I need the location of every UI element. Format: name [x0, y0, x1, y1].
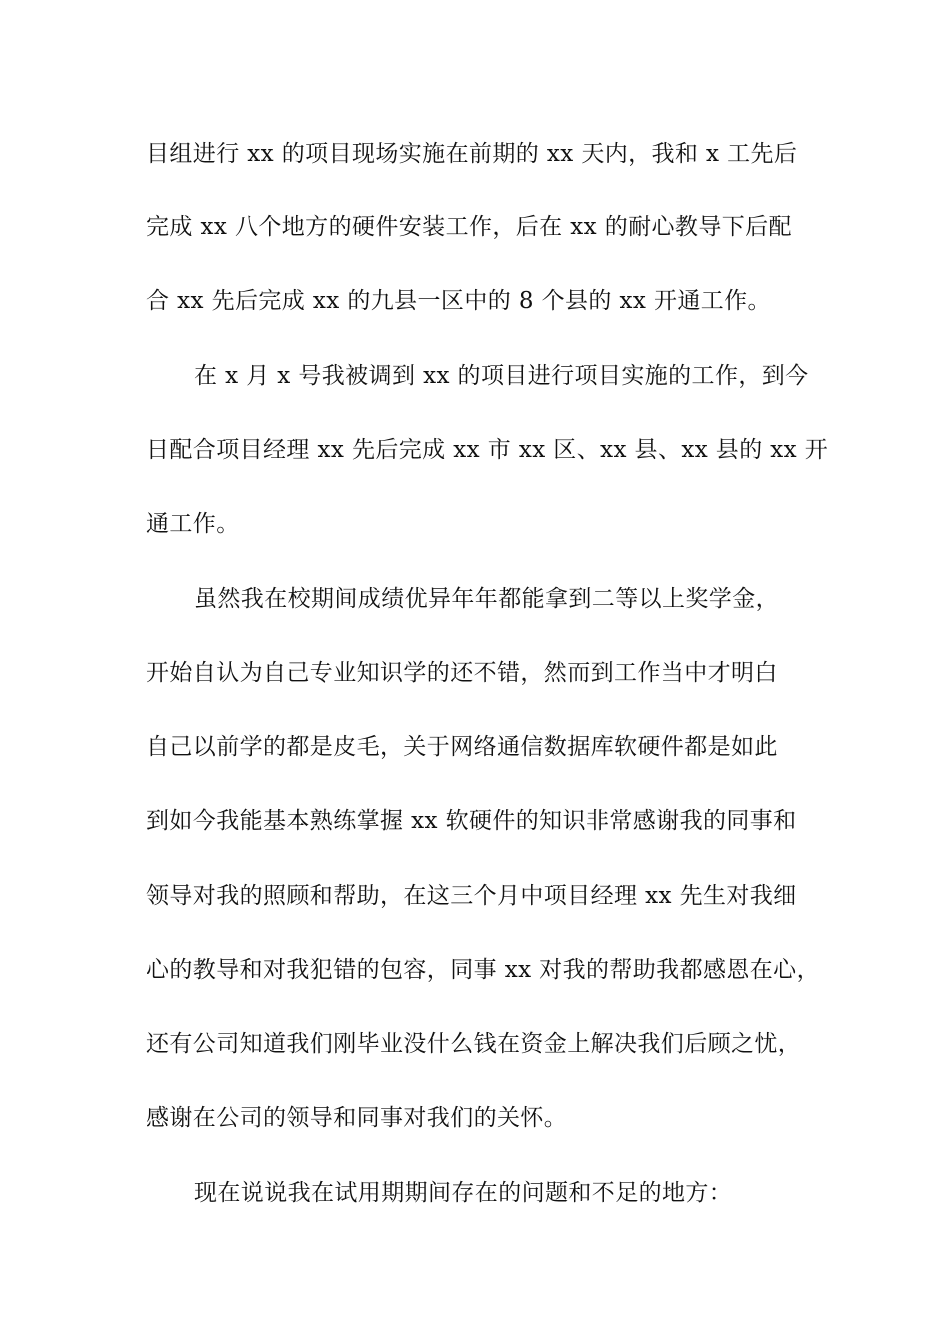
text-line: 完成 xx 八个地方的硬件安装工作，后在 xx 的耐心教导下后配	[146, 214, 792, 240]
text-line: 领导对我的照顾和帮助，在这三个月中项目经理 xx 先生对我细	[146, 883, 797, 909]
text-line: 日配合项目经理 xx 先后完成 xx 市 xx 区、xx 县、xx 县的 xx 开	[146, 437, 829, 463]
text-line: 心的教导和对我犯错的包容，同事 xx 对我的帮助我都感恩在心，	[146, 957, 820, 983]
text-line: 目组进行 xx 的项目现场实施在前期的 xx 天内，我和 x 工先后	[146, 141, 798, 167]
text-line: 通工作。	[146, 511, 240, 537]
text-line: 自己以前学的都是皮毛，关于网络通信数据库软硬件都是如此	[146, 734, 778, 760]
text-line: 感谢在公司的领导和同事对我们的关怀。	[146, 1105, 568, 1131]
paragraph-first-line: 在 x 月 x 号我被调到 xx 的项目进行项目实施的工作，到今	[194, 363, 809, 389]
text-line: 开始自认为自己专业知识学的还不错，然而到工作当中才明白	[146, 660, 778, 686]
text-line: 合 xx 先后完成 xx 的九县一区中的 8 个县的 xx 开通工作。	[146, 288, 771, 314]
text-line: 还有公司知道我们刚毕业没什么钱在资金上解决我们后顾之忧，	[146, 1031, 802, 1057]
paragraph-first-line: 虽然我在校期间成绩优异年年都能拿到二等以上奖学金，	[194, 586, 779, 612]
paragraph-first-line: 现在说说我在试用期期间存在的问题和不足的地方：	[194, 1180, 733, 1206]
text-line: 到如今我能基本熟练掌握 xx 软硬件的知识非常感谢我的同事和	[146, 808, 797, 834]
